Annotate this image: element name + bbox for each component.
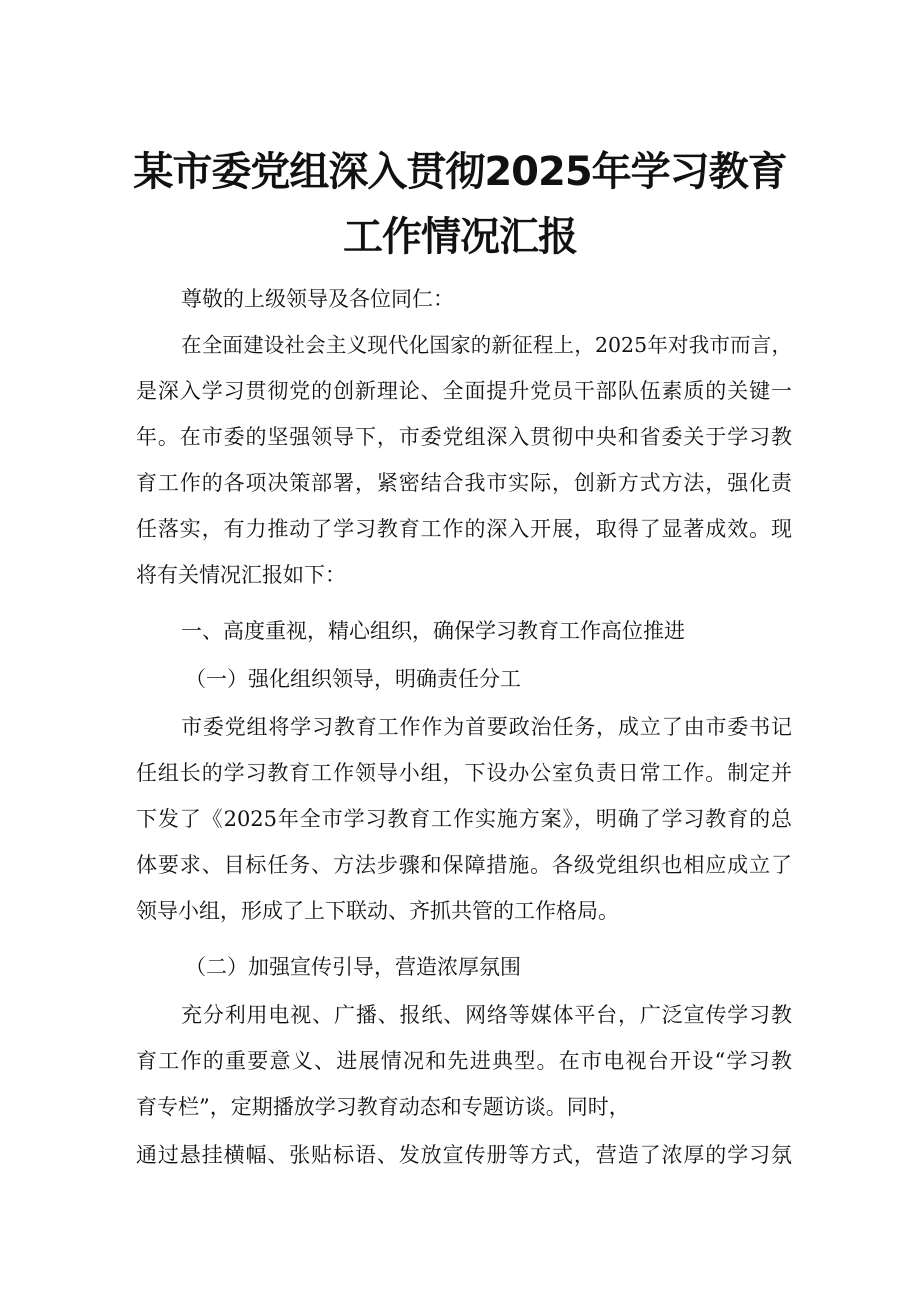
paragraph-2-line-3: 下发了《2025年全市学习教育工作实施方案》，明确了学习教育的总 — [136, 807, 792, 831]
paragraph-2-line-4: 体要求、目标任务、方法步骤和保障措施。各级党组织也相应成立了 — [136, 853, 792, 877]
paragraph-2-line-5: 领导小组，形成了上下联动、齐抓共管的工作格局。 — [136, 899, 619, 923]
subheading-2: （二）加强宣传引导，营造浓厚氛围 — [185, 955, 521, 979]
paragraph-1-line-3: 年。在市委的坚强领导下，市委党组深入贯彻中央和省委关于学习教 — [136, 425, 792, 449]
document-title-line-1: 某市委党组深入贯彻2025年学习教育 — [133, 149, 787, 195]
section-heading-1: 一、高度重视，精心组织，确保学习教育工作高位推进 — [181, 619, 685, 643]
paragraph-3-line-4: 通过悬挂横幅、张贴标语、发放宣传册等方式，营造了浓厚的学习氛 — [136, 1143, 792, 1167]
paragraph-2-line-2: 任组长的学习教育工作领导小组，下设办公室负责日常工作。制定并 — [136, 761, 792, 785]
paragraph-3-line-1: 充分利用电视、广播、报纸、网络等媒体平台，广泛宣传学习教 — [181, 1003, 792, 1027]
paragraph-1-line-5: 任落实，有力推动了学习教育工作的深入开展，取得了显著成效。现 — [136, 517, 792, 541]
paragraph-1-line-4: 育工作的各项决策部署，紧密结合我市实际，创新方式方法，强化责 — [136, 471, 792, 495]
paragraph-1-line-2: 是深入学习贯彻党的创新理论、全面提升党员干部队伍素质的关键一 — [136, 379, 792, 403]
paragraph-3-line-2: 育工作的重要意义、进展情况和先进典型。在市电视台开设“学习教 — [136, 1049, 792, 1073]
salutation: 尊敬的上级领导及各位同仁： — [181, 287, 454, 311]
paragraph-3-line-3: 育专栏”，定期播放学习教育动态和专题访谈。同时， — [136, 1095, 630, 1119]
paragraph-1-line-1: 在全面建设社会主义现代化国家的新征程上，2025年对我市而言， — [181, 333, 792, 357]
paragraph-1-line-6: 将有关情况汇报如下： — [136, 563, 346, 587]
document-title-line-2: 工作情况汇报 — [343, 214, 577, 260]
subheading-1: （一）强化组织领导，明确责任分工 — [185, 667, 521, 691]
paragraph-2-line-1: 市委党组将学习教育工作作为首要政治任务，成立了由市委书记 — [181, 715, 792, 739]
